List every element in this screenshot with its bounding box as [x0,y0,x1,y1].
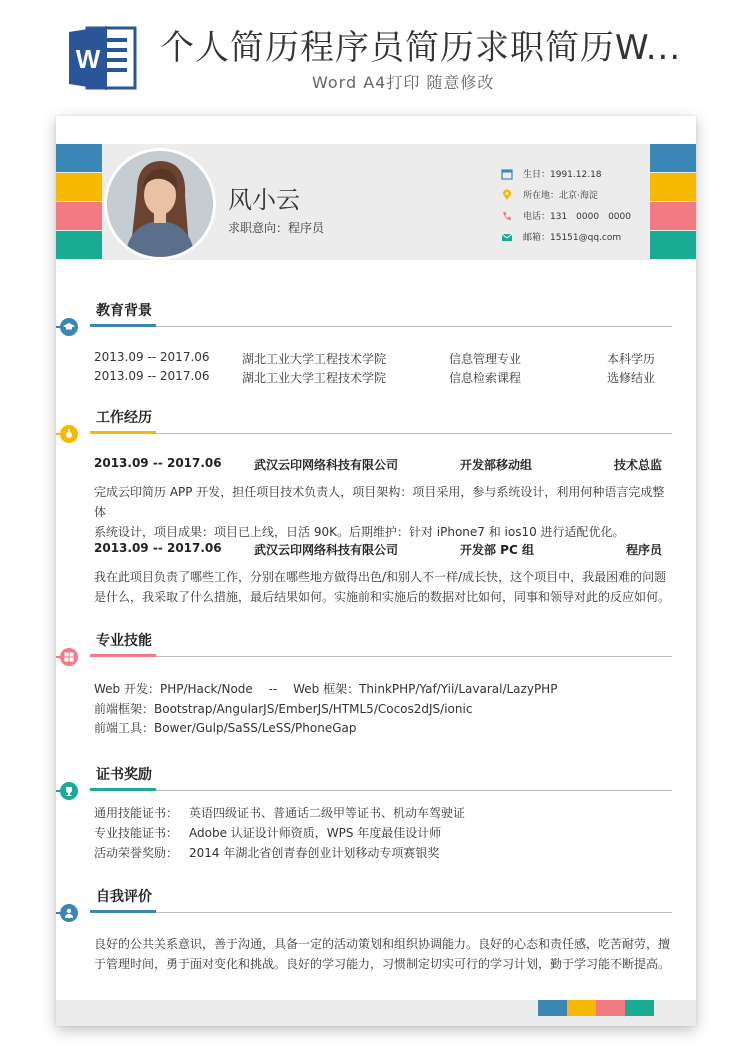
job-period: 2013.09 -- 2017.06 [94,456,222,470]
cert-label: 活动荣誉奖励： [94,846,179,860]
education-degree: 选修结业 [607,371,656,385]
job-header-row [94,541,674,559]
job-role: 技术总监 [614,458,663,472]
job-department: 开发部 PC 组 [460,543,534,557]
cert-row [94,824,674,842]
job-intent: 求职意向：程序员 [228,221,325,235]
svg-text:W: W [75,44,101,74]
job-description [94,482,674,542]
phone-icon [501,210,513,222]
section-accent-bar [90,431,156,434]
education-school: 湖北工业大学工程技术学院 [242,352,387,366]
section-divider [90,433,672,434]
cert-value: 2014 年湖北省创青春创业计划移动专项赛银奖 [189,846,440,860]
email-info [501,230,621,243]
location-pin-icon [501,189,513,201]
cert-value: Adobe 认证设计师资质，WPS 年度最佳设计师 [189,826,442,840]
self-evaluation [94,934,674,974]
word-icon [67,22,139,94]
left-stripe-yellow [56,173,102,201]
job-header-row [94,456,674,474]
grid-icon [60,648,78,666]
job-description-line: 系统设计，项目成果：项目已上线，日活 90K。后期维护：针对 iPhone7 和 ios10 进行适配优化。 [94,525,625,539]
right-stripe-blue [650,144,696,172]
section-divider [90,656,672,657]
document-subtitle: Word A4打印 随意修改 [312,73,495,92]
job-company: 武汉云印网络科技有限公司 [254,458,399,472]
job-department: 开发部移动组 [460,458,533,472]
section-title-work: 工作经历 [96,410,152,426]
right-stripe-pink [650,202,696,230]
phone-info [501,209,631,222]
left-stripe-pink [56,202,102,230]
phone-text: 电话：131 0000 0000 [523,212,631,222]
top-banner [0,0,750,110]
birth-info [501,167,602,180]
section-divider [90,326,672,327]
document-title: 个人简历程序员简历求职简历W... [160,28,682,68]
birth-text: 生日：1991.12.18 [523,170,602,180]
left-stripe-teal [56,231,102,259]
skill-line: 前端框架：Bootstrap/AngularJS/EmberJS/HTML5/Cocos2dJS/ionic [94,702,473,716]
trophy-icon [60,782,78,800]
medal-icon [60,425,78,443]
mail-icon [501,231,513,243]
self-evaluation-line: 良好的公共关系意识，善于沟通，具备一定的活动策划和组织协调能力。良好的心态和责任感，吃苦耐劳，擅 [94,937,671,951]
location-text: 所在地：北京·海淀 [523,191,598,201]
section-title-skills: 专业技能 [96,633,152,649]
calendar-icon [501,168,513,180]
job-role: 程序员 [626,543,663,557]
education-degree: 本科学历 [607,352,656,366]
skill-line: 前端工具：Bower/Gulp/SaSS/LeSS/PhoneGap [94,721,357,735]
education-major: 信息检索课程 [449,371,522,385]
location-info [501,188,598,201]
section-accent-bar [90,324,156,327]
right-stripe-teal [650,231,696,259]
education-row [94,369,674,387]
job-description-line: 我在此项目负责了哪些工作，分别在哪些地方做得出色/和别人不一样/成长快，这个项目中，我最困难的问题 [94,570,667,584]
cert-label: 通用技能证书： [94,806,179,820]
footer-stripe-blue [538,1000,567,1016]
section-accent-bar [90,910,156,913]
cert-row [94,844,674,862]
job-company: 武汉云印网络科技有限公司 [254,543,399,557]
education-period: 2013.09 -- 2017.06 [94,350,210,364]
self-evaluation-line: 于管理时间，勇于面对变化和挑战。良好的学习能力，习惯制定切实可行的学习计划，勤于学习能不断提高。 [94,957,671,971]
education-row [94,350,674,368]
job-description-line: 完成云印简历 APP 开发，担任项目技术负责人，项目架构：项目采用，参与系统设计，利用何种语言完成整体 [94,485,665,519]
footer-stripe-yellow [567,1000,596,1016]
left-stripe-blue [56,144,102,172]
right-stripe-yellow [650,173,696,201]
education-major: 信息管理专业 [449,352,522,366]
section-title-certs: 证书奖励 [96,767,152,783]
section-divider [90,912,672,913]
section-accent-bar [90,654,156,657]
cert-label: 专业技能证书： [94,826,179,840]
job-period: 2013.09 -- 2017.06 [94,541,222,555]
candidate-name: 风小云 [228,186,300,214]
footer-stripe-teal [625,1000,654,1016]
education-period: 2013.09 -- 2017.06 [94,369,210,383]
email-text: 邮箱：15151@qq.com [523,233,622,243]
education-school: 湖北工业大学工程技术学院 [242,371,387,385]
section-title-self: 自我评价 [96,889,152,905]
user-icon [60,904,78,922]
cert-row [94,804,674,822]
section-accent-bar [90,788,156,791]
resume-page [56,116,696,1026]
cert-value: 英语四级证书、普通话二级甲等证书、机动车驾驶证 [189,806,466,820]
graduation-cap-icon [60,318,78,336]
avatar [104,148,216,260]
section-divider [90,790,672,791]
job-description [94,567,674,607]
job-description-line: 是什么，我采取了什么措施，最后结果如何。实施前和实施后的数据对比如何，同事和领导对此的反应如何。 [94,590,671,604]
footer-stripe-pink [596,1000,625,1016]
section-title-education: 教育背景 [96,303,152,319]
skill-line: Web 开发：PHP/Hack/Node -- Web 框架：ThinkPHP/Yaf/Yii/Lavaral/LazyPHP [94,682,558,696]
